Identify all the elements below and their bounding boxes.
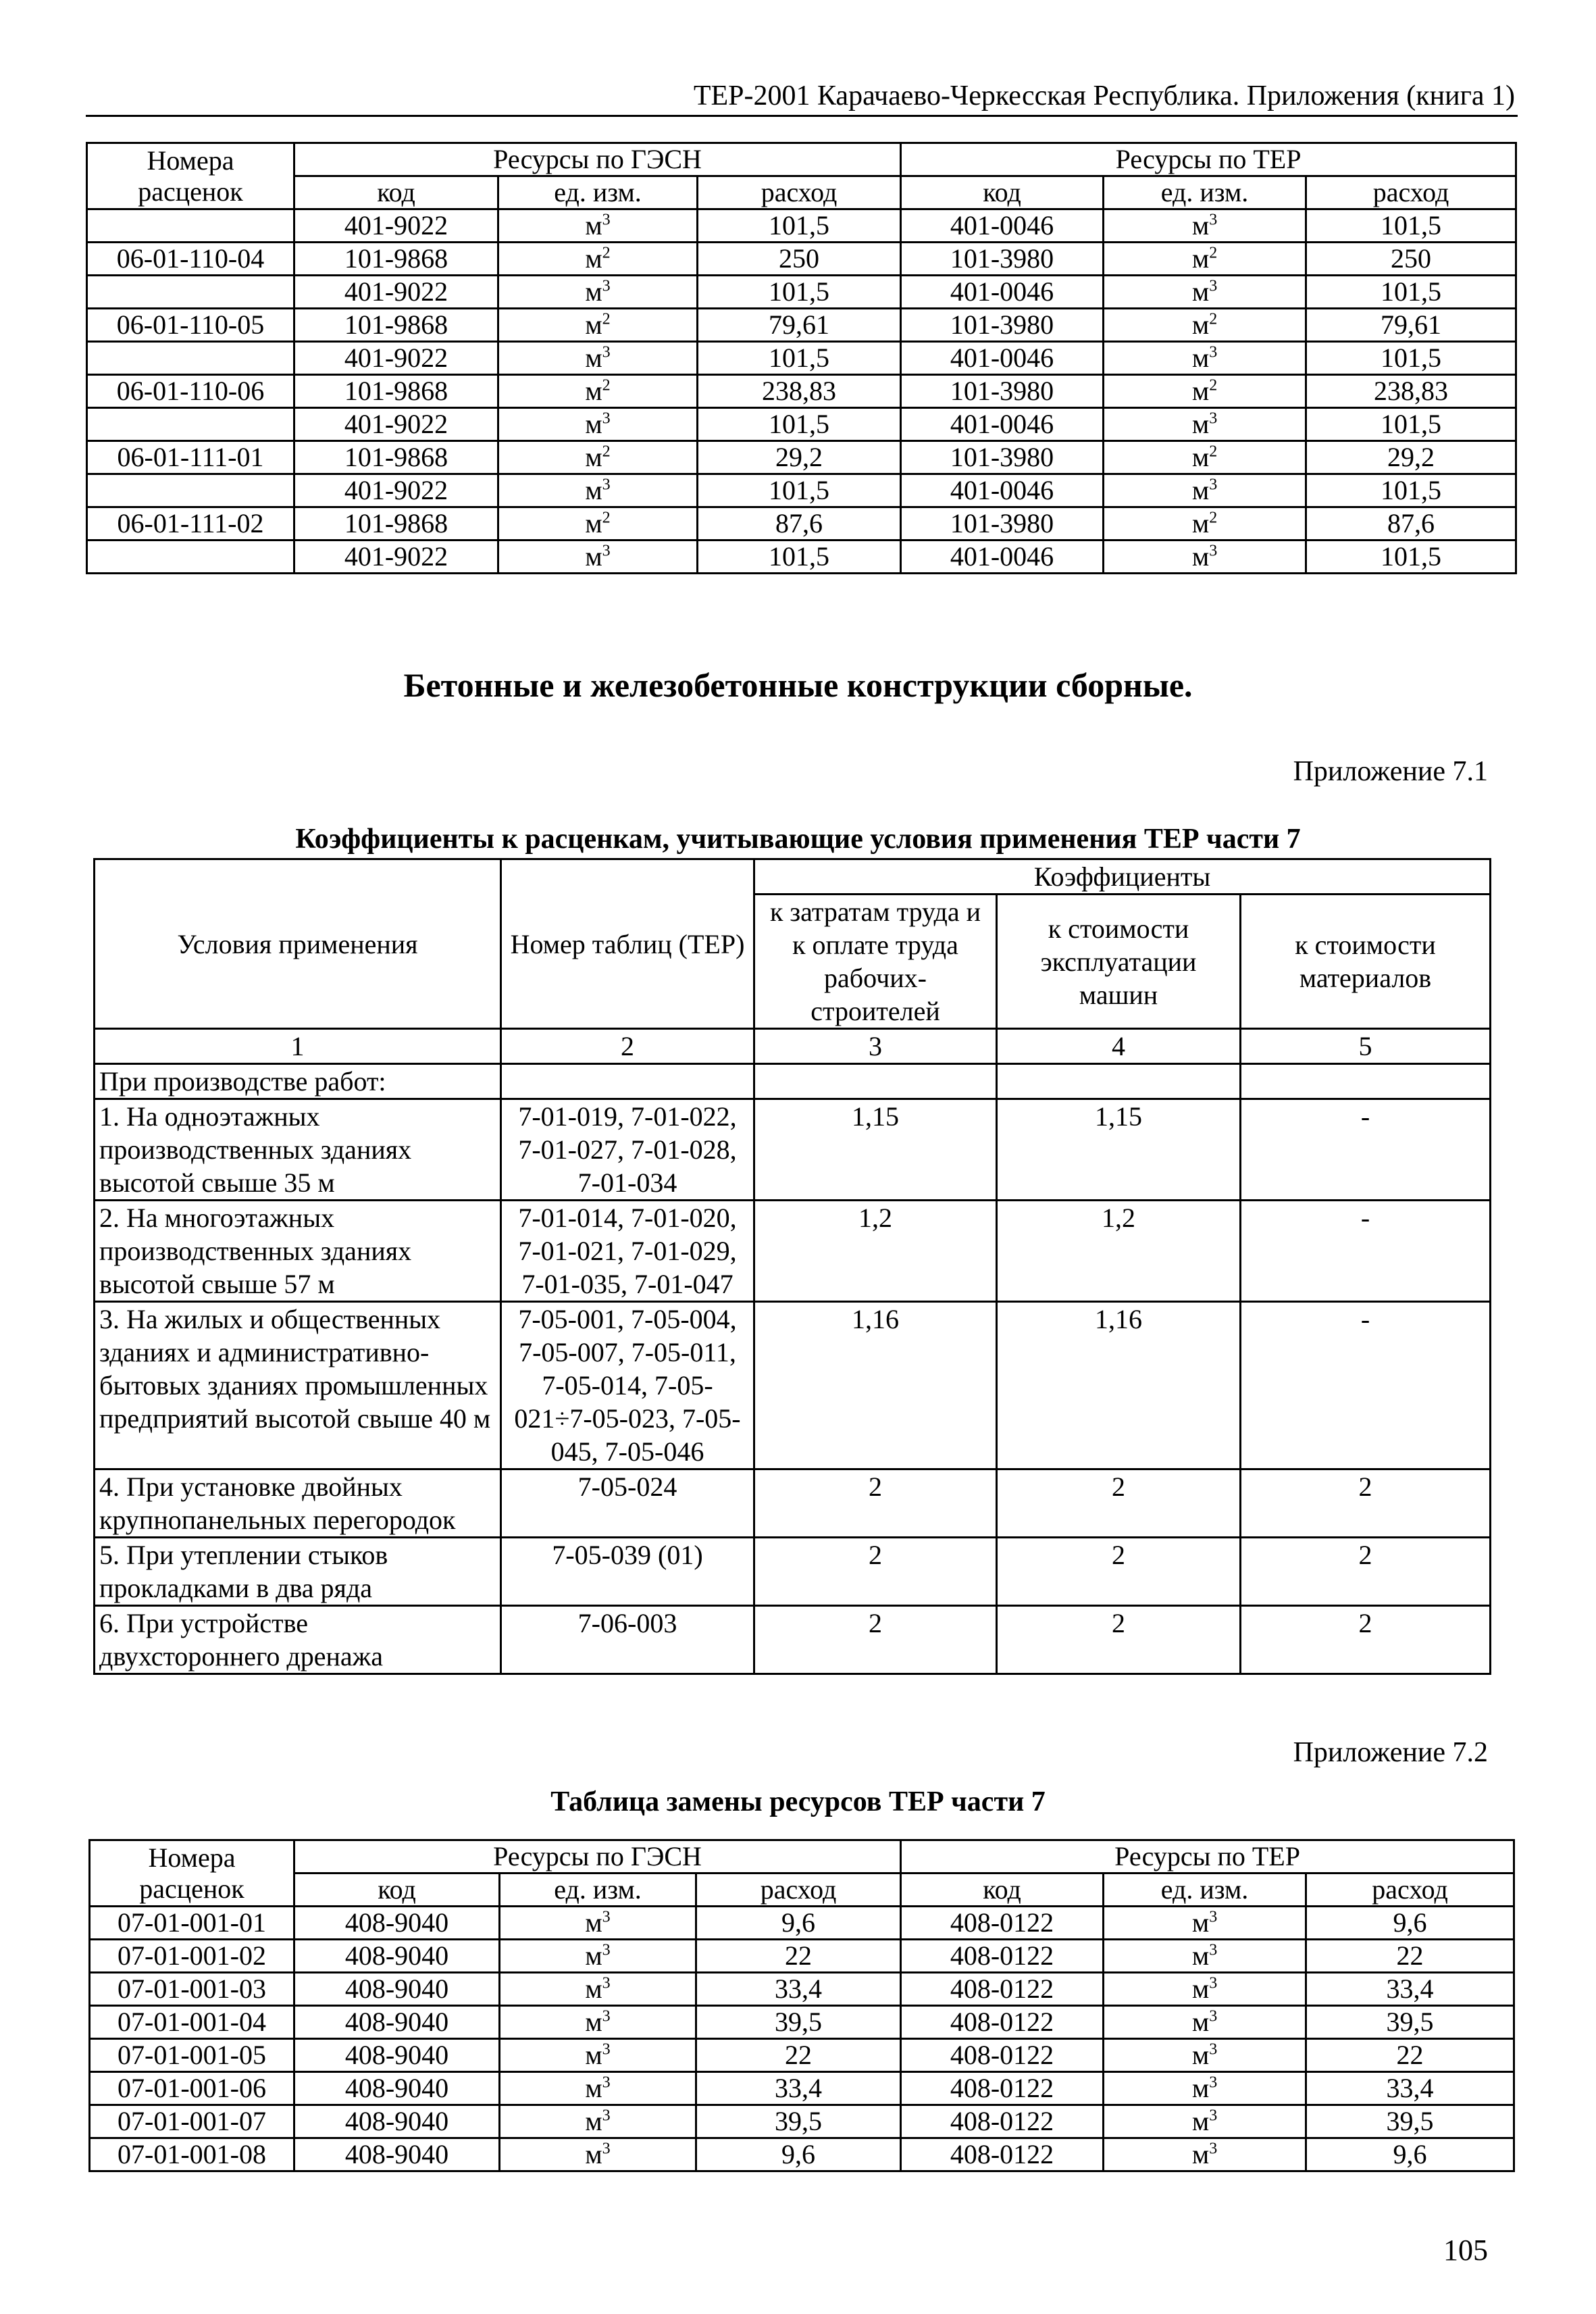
ter-consumption: 101,5 [1306, 342, 1516, 375]
condition-cell: 3. На жилых и общественных зданиях и административно-бытовых зданиях промышленных предприятий высотой свыше 40 м [95, 1302, 501, 1469]
gesn-consumption: 101,5 [698, 209, 901, 243]
ter-unit: $м^2$ [1104, 243, 1306, 276]
ter-consumption: 101,5 [1306, 276, 1516, 309]
rate-number: 06-01-110-05 [87, 309, 294, 342]
col-number-5: 5 [1241, 1029, 1491, 1064]
ter-unit: $м^3$ [1104, 408, 1306, 441]
rate-number [87, 474, 294, 507]
group-label: При производстве работ: [95, 1064, 501, 1099]
table-row [87, 243, 1516, 276]
ter-code: 401-0046 [901, 276, 1104, 309]
header-gesn-group: Ресурсы по ГЭСН [294, 143, 901, 176]
gesn-code: 101-9868 [294, 375, 498, 408]
rate-number: 07-01-001-04 [90, 2006, 294, 2039]
rate-number: 07-01-001-03 [90, 1973, 294, 2006]
labor-coefficient: 1,2 [754, 1201, 997, 1302]
ter-code: 401-0046 [901, 540, 1104, 574]
labor-coefficient: 2 [754, 1538, 997, 1606]
rate-number [87, 342, 294, 375]
ter-code: 101-3980 [901, 507, 1104, 540]
table-row [90, 2138, 1514, 2171]
section-title: Бетонные и железобетонные конструкции сборные. [403, 666, 1193, 704]
ter-unit: $м^3$ [1104, 1907, 1306, 1940]
gesn-unit: $м^2$ [498, 507, 698, 540]
table-row [87, 540, 1516, 574]
gesn-consumption: 79,61 [698, 309, 901, 342]
gesn-consumption: 101,5 [698, 342, 901, 375]
header-labor: к затратам труда и к оплате труда рабочих-строителей [754, 895, 997, 1029]
table-row [87, 209, 1516, 243]
ter-unit: $м^2$ [1104, 441, 1306, 474]
ter-consumption: 33,4 [1306, 1973, 1514, 2006]
ter-consumption: 39,5 [1306, 2105, 1514, 2138]
header-gesn-unit: ед. изм. [500, 1873, 696, 1907]
machines-coefficient: 2 [997, 1606, 1241, 1674]
gesn-code: 401-9022 [294, 408, 498, 441]
table-row [90, 2006, 1514, 2039]
rate-number: 07-01-001-02 [90, 1940, 294, 1973]
gesn-unit: $м^2$ [498, 309, 698, 342]
header-conditions: Условия применения [95, 859, 501, 1029]
col-number-4: 4 [997, 1029, 1241, 1064]
ter-unit: $м^2$ [1104, 507, 1306, 540]
ter-code: 408-0122 [901, 2039, 1104, 2072]
gesn-consumption: 101,5 [698, 408, 901, 441]
ter-consumption: 101,5 [1306, 474, 1516, 507]
gesn-unit: $м^3$ [498, 540, 698, 574]
header-gesn-group: Ресурсы по ГЭСН [294, 1840, 901, 1873]
header-gesn-code: код [294, 1873, 500, 1907]
ter-code: 408-0122 [901, 1940, 1104, 1973]
header-ter-unit: ед. изм. [1104, 176, 1306, 209]
gesn-code: 401-9022 [294, 342, 498, 375]
col-number-2: 2 [501, 1029, 754, 1064]
gesn-unit: $м^3$ [500, 2039, 696, 2072]
gesn-unit: $м^3$ [498, 209, 698, 243]
header-materials: к стоимости материалов [1241, 895, 1491, 1029]
gesn-code: 408-9040 [294, 1907, 500, 1940]
gesn-unit: $м^3$ [498, 276, 698, 309]
header-rate-numbers: Номера расценок [90, 1840, 294, 1907]
ter-consumption: 22 [1306, 1940, 1514, 1973]
gesn-consumption: 87,6 [698, 507, 901, 540]
gesn-unit: $м^3$ [498, 408, 698, 441]
table-numbers-cell: 7-01-014, 7-01-020, 7-01-021, 7-01-029, 7-01-035, 7-01-047 [501, 1201, 754, 1302]
table-row [90, 1973, 1514, 2006]
col-number-3: 3 [754, 1029, 997, 1064]
labor-coefficient: 2 [754, 1606, 997, 1674]
gesn-consumption: 101,5 [698, 276, 901, 309]
ter-unit: $м^3$ [1104, 2138, 1306, 2171]
ter-consumption: 9,6 [1306, 2138, 1514, 2171]
condition-cell: 5. При утеплении стыков прокладками в два ряда [95, 1538, 501, 1606]
gesn-code: 408-9040 [294, 1973, 500, 2006]
gesn-consumption: 22 [696, 2039, 901, 2072]
gesn-unit: $м^3$ [500, 1940, 696, 1973]
table-numbers-cell: 7-05-039 (01) [501, 1538, 754, 1606]
ter-unit: $м^3$ [1104, 1973, 1306, 2006]
condition-cell: 1. На одноэтажных производственных зданиях высотой свыше 35 м [95, 1099, 501, 1201]
table-row [87, 507, 1516, 540]
gesn-consumption: 22 [696, 1940, 901, 1973]
machines-coefficient: 1,2 [997, 1201, 1241, 1302]
ter-code: 101-3980 [901, 243, 1104, 276]
gesn-code: 401-9022 [294, 474, 498, 507]
table-row [87, 276, 1516, 309]
gesn-consumption: 9,6 [696, 1907, 901, 1940]
condition-cell: 6. При устройстве двухстороннего дренажа [95, 1606, 501, 1674]
gesn-consumption: 39,5 [696, 2105, 901, 2138]
rate-number: 06-01-110-06 [87, 375, 294, 408]
ter-code: 401-0046 [901, 474, 1104, 507]
ter-unit: $м^2$ [1104, 309, 1306, 342]
ter-unit: $м^3$ [1104, 1940, 1306, 1973]
rate-number [87, 540, 294, 574]
header-ter-consumption: расход [1306, 176, 1516, 209]
ter-unit: $м^3$ [1104, 276, 1306, 309]
gesn-code: 408-9040 [294, 2105, 500, 2138]
gesn-unit: $м^3$ [500, 1907, 696, 1940]
materials-coefficient: - [1241, 1302, 1491, 1469]
ter-code: 401-0046 [901, 342, 1104, 375]
ter-code: 408-0122 [901, 1907, 1104, 1940]
machines-coefficient: 1,15 [997, 1099, 1241, 1201]
header-ter-consumption: расход [1306, 1873, 1514, 1907]
gesn-consumption: 33,4 [696, 2072, 901, 2105]
gesn-consumption: 29,2 [698, 441, 901, 474]
ter-unit: $м^3$ [1104, 2039, 1306, 2072]
table-row [90, 2072, 1514, 2105]
materials-coefficient: 2 [1241, 1538, 1491, 1606]
gesn-unit: $м^3$ [500, 2105, 696, 2138]
table-row [87, 408, 1516, 441]
appendix-7-1-label: Приложение 7.1 [1293, 756, 1488, 787]
ter-unit: $м^3$ [1104, 2072, 1306, 2105]
ter-unit: $м^3$ [1104, 474, 1306, 507]
gesn-unit: $м^3$ [500, 2006, 696, 2039]
ter-code: 408-0122 [901, 2072, 1104, 2105]
coefficient-row [95, 1538, 1491, 1606]
gesn-unit: $м^3$ [500, 1973, 696, 2006]
header-rate-numbers: Номера расценок [87, 143, 294, 209]
gesn-code: 408-9040 [294, 2138, 500, 2171]
table-row [87, 474, 1516, 507]
gesn-consumption: 9,6 [696, 2138, 901, 2171]
gesn-consumption: 33,4 [696, 1973, 901, 2006]
labor-coefficient: 2 [754, 1469, 997, 1538]
header-rule [86, 115, 1518, 117]
gesn-consumption: 250 [698, 243, 901, 276]
gesn-consumption: 39,5 [696, 2006, 901, 2039]
gesn-unit: $м^2$ [498, 243, 698, 276]
resource-table-part7 [88, 1839, 1515, 2172]
gesn-unit: $м^3$ [498, 342, 698, 375]
ter-code: 401-0046 [901, 209, 1104, 243]
machines-coefficient: 1,16 [997, 1302, 1241, 1469]
condition-cell: 2. На многоэтажных производственных зданиях высотой свыше 57 м [95, 1201, 501, 1302]
ter-consumption: 101,5 [1306, 408, 1516, 441]
ter-code: 408-0122 [901, 1973, 1104, 2006]
labor-coefficient: 1,16 [754, 1302, 997, 1469]
appendix-7-1-title: Коэффициенты к расценкам, учитывающие условия применения ТЕР части 7 [295, 824, 1301, 855]
rate-number [87, 276, 294, 309]
ter-code: 408-0122 [901, 2105, 1104, 2138]
table-row [87, 309, 1516, 342]
rate-number [87, 209, 294, 243]
rate-number: 07-01-001-08 [90, 2138, 294, 2171]
gesn-code: 401-9022 [294, 209, 498, 243]
coefficients-table [93, 858, 1491, 1675]
gesn-unit: $м^3$ [500, 2072, 696, 2105]
rate-number: 06-01-110-04 [87, 243, 294, 276]
coefficient-row [95, 1099, 1491, 1201]
materials-coefficient: 2 [1241, 1606, 1491, 1674]
ter-consumption: 87,6 [1306, 507, 1516, 540]
coefficient-row [95, 1469, 1491, 1538]
labor-coefficient: 1,15 [754, 1099, 997, 1201]
header-ter-code: код [901, 176, 1104, 209]
gesn-code: 101-9868 [294, 507, 498, 540]
running-head: ТЕР-2001 Карачаево-Черкесская Республика. Приложения (книга 1) [693, 80, 1515, 111]
table-row [90, 1940, 1514, 1973]
ter-consumption: 39,5 [1306, 2006, 1514, 2039]
gesn-unit: $м^2$ [498, 375, 698, 408]
header-gesn-consumption: расход [698, 176, 901, 209]
ter-consumption: 101,5 [1306, 540, 1516, 574]
table-row [90, 2105, 1514, 2138]
col-number-1: 1 [95, 1029, 501, 1064]
header-machines: к стоимости эксплуатации машин [997, 895, 1241, 1029]
ter-code: 101-3980 [901, 375, 1104, 408]
table-row [87, 342, 1516, 375]
header-gesn-consumption: расход [696, 1873, 901, 1907]
page-number: 105 [1443, 2234, 1488, 2267]
ter-code: 408-0122 [901, 2138, 1104, 2171]
ter-consumption: 9,6 [1306, 1907, 1514, 1940]
ter-unit: $м^3$ [1104, 540, 1306, 574]
table-row [87, 441, 1516, 474]
gesn-unit: $м^3$ [498, 474, 698, 507]
table-numbers-cell: 7-01-019, 7-01-022, 7-01-027, 7-01-028, 7-01-034 [501, 1099, 754, 1201]
rate-number: 07-01-001-05 [90, 2039, 294, 2072]
materials-coefficient: - [1241, 1099, 1491, 1201]
coefficient-row [95, 1302, 1491, 1469]
materials-coefficient: 2 [1241, 1469, 1491, 1538]
ter-consumption: 33,4 [1306, 2072, 1514, 2105]
rate-number: 06-01-111-02 [87, 507, 294, 540]
ter-code: 101-3980 [901, 441, 1104, 474]
gesn-code: 408-9040 [294, 2072, 500, 2105]
ter-consumption: 22 [1306, 2039, 1514, 2072]
header-gesn-code: код [294, 176, 498, 209]
rate-number: 06-01-111-01 [87, 441, 294, 474]
gesn-code: 401-9022 [294, 276, 498, 309]
ter-unit: $м^3$ [1104, 2006, 1306, 2039]
table-numbers-cell: 7-05-001, 7-05-004, 7-05-007, 7-05-011, 7-05-014, 7-05-021÷7-05-023, 7-05-045, 7-05-046 [501, 1302, 754, 1469]
appendix-7-2-label: Приложение 7.2 [1293, 1737, 1488, 1768]
gesn-consumption: 101,5 [698, 474, 901, 507]
rate-number: 07-01-001-06 [90, 2072, 294, 2105]
header-table-numbers: Номер таблиц (ТЕР) [501, 859, 754, 1029]
materials-coefficient: - [1241, 1201, 1491, 1302]
ter-code: 101-3980 [901, 309, 1104, 342]
ter-unit: $м^2$ [1104, 375, 1306, 408]
coefficient-row [95, 1606, 1491, 1674]
gesn-code: 408-9040 [294, 2039, 500, 2072]
ter-consumption: 29,2 [1306, 441, 1516, 474]
gesn-code: 101-9868 [294, 309, 498, 342]
header-gesn-unit: ед. изм. [498, 176, 698, 209]
ter-consumption: 101,5 [1306, 209, 1516, 243]
gesn-code: 101-9868 [294, 441, 498, 474]
header-ter-group: Ресурсы по ТЕР [901, 1840, 1514, 1873]
header-coefficients: Коэффициенты [754, 859, 1491, 895]
gesn-consumption: 238,83 [698, 375, 901, 408]
ter-code: 401-0046 [901, 408, 1104, 441]
coefficient-row [95, 1201, 1491, 1302]
header-ter-unit: ед. изм. [1104, 1873, 1306, 1907]
ter-unit: $м^3$ [1104, 342, 1306, 375]
resource-table-part6 [86, 142, 1517, 574]
gesn-consumption: 101,5 [698, 540, 901, 574]
ter-unit: $м^3$ [1104, 209, 1306, 243]
condition-cell: 4. При установке двойных крупнопанельных перегородок [95, 1469, 501, 1538]
rate-number [87, 408, 294, 441]
ter-consumption: 238,83 [1306, 375, 1516, 408]
machines-coefficient: 2 [997, 1469, 1241, 1538]
rate-number: 07-01-001-07 [90, 2105, 294, 2138]
gesn-code: 401-9022 [294, 540, 498, 574]
gesn-unit: $м^2$ [498, 441, 698, 474]
gesn-code: 408-9040 [294, 1940, 500, 1973]
ter-consumption: 250 [1306, 243, 1516, 276]
header-ter-code: код [901, 1873, 1104, 1907]
gesn-code: 408-9040 [294, 2006, 500, 2039]
header-ter-group: Ресурсы по ТЕР [901, 143, 1516, 176]
table-numbers-cell: 7-06-003 [501, 1606, 754, 1674]
rate-number: 07-01-001-01 [90, 1907, 294, 1940]
ter-unit: $м^3$ [1104, 2105, 1306, 2138]
ter-code: 408-0122 [901, 2006, 1104, 2039]
ter-consumption: 79,61 [1306, 309, 1516, 342]
machines-coefficient: 2 [997, 1538, 1241, 1606]
appendix-7-2-title: Таблица замены ресурсов ТЕР части 7 [550, 1786, 1046, 1817]
gesn-unit: $м^3$ [500, 2138, 696, 2171]
table-row [90, 1907, 1514, 1940]
table-row [90, 2039, 1514, 2072]
table-numbers-cell: 7-05-024 [501, 1469, 754, 1538]
gesn-code: 101-9868 [294, 243, 498, 276]
table-row [87, 375, 1516, 408]
